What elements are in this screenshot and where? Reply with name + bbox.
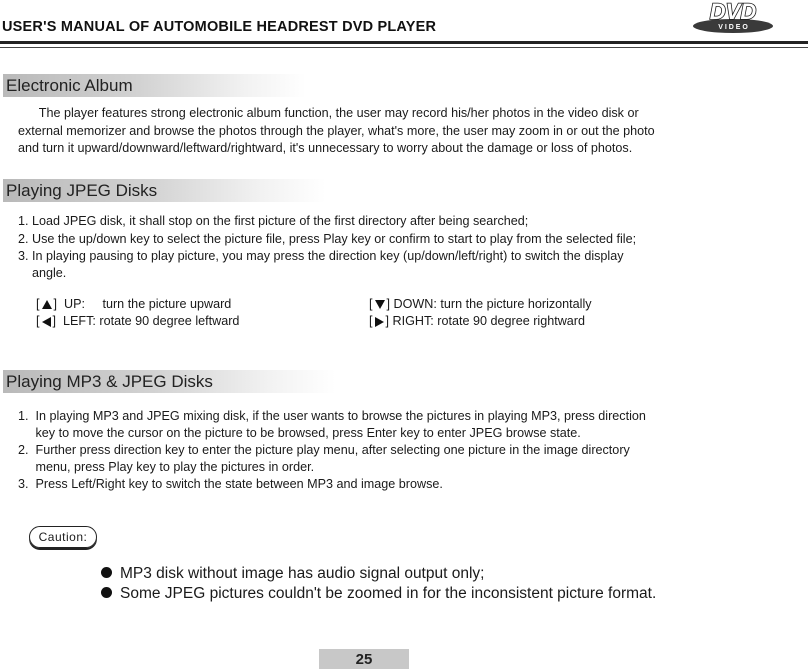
left-arrow-icon <box>42 317 51 327</box>
header-rule-thin <box>0 47 808 48</box>
album-line-3: and turn it upward/downward/leftward/rightward, it's unnecessary to worry about the damage or loss of photos. <box>18 141 633 155</box>
caution-item-2-text: Some JPEG pictures couldn't be zoomed in for the inconsistent picture format. <box>120 585 657 602</box>
section-heading-playing-jpeg: Playing JPEG Disks <box>3 179 326 202</box>
dvd-logo-subtext: V I D E O <box>718 24 748 31</box>
control-right: [ ] RIGHT: rotate 90 degree rightward <box>369 314 585 328</box>
section-heading-playing-mp3-jpeg: Playing MP3 & JPEG Disks <box>3 370 336 393</box>
section-heading-electronic-album: Electronic Album <box>3 74 306 97</box>
mp3-step-3: 3. Press Left/Right key to switch the state between MP3 and image browse. <box>18 477 443 491</box>
control-down-text: DOWN: turn the picture horizontally <box>393 297 592 311</box>
control-up: [ ] UP: turn the picture upward <box>36 297 232 311</box>
caution-item-2 <box>101 584 656 604</box>
mp3-step-2: 2. Further press direction key to enter the picture play menu, after selecting one picture in the image directory <box>18 443 630 457</box>
header-rule <box>0 41 808 44</box>
bullet-icon <box>101 567 112 578</box>
album-line-1: The player features strong electronic album function, the user may record his/her photos in the video disk or <box>18 106 639 120</box>
control-left: [ ] LEFT: rotate 90 degree leftward <box>36 314 240 328</box>
jpeg-step-3-cont: angle. <box>18 266 67 280</box>
down-arrow-icon <box>375 300 385 309</box>
jpeg-step-3: 3. In playing pausing to play picture, you may press the direction key (up/down/left/right) to switch the display <box>18 249 624 263</box>
right-arrow-icon <box>375 317 384 327</box>
control-right-text: RIGHT: rotate 90 degree rightward <box>392 314 585 328</box>
mp3-step-1-cont: key to move the cursor on the picture to be browsed, press Enter key to enter JPEG browse state. <box>18 426 581 440</box>
page-number: 25 <box>319 649 409 669</box>
manual-title: USER'S MANUAL OF AUTOMOBILE HEADREST DVD PLAYER <box>2 19 437 35</box>
dvd-logo-text: DVD <box>709 0 757 24</box>
dvd-video-logo <box>691 0 775 36</box>
caution-item-1-text: MP3 disk without image has audio signal output only; <box>120 565 485 582</box>
album-line-2: external memorizer and browse the photos through the player, what's more, the user may zoom in or out the photo <box>18 124 655 138</box>
control-up-text: UP: turn the picture upward <box>64 297 232 311</box>
mp3-step-2-cont: menu, press Play key to play the pictures in order. <box>18 460 315 474</box>
bullet-icon <box>101 587 112 598</box>
jpeg-step-2: 2. Use the up/down key to select the picture file, press Play key or confirm to start to play from the selected file; <box>18 232 637 246</box>
mp3-step-1: 1. In playing MP3 and JPEG mixing disk, if the user wants to browse the pictures in playing MP3, press direction <box>18 409 646 423</box>
jpeg-step-1: 1. Load JPEG disk, it shall stop on the first picture of the first directory after being searched; <box>18 214 529 228</box>
caution-badge: Caution: <box>29 526 97 548</box>
control-down: [ ] DOWN: turn the picture horizontally <box>369 297 592 311</box>
caution-item-1 <box>101 564 484 584</box>
up-arrow-icon <box>42 300 52 309</box>
control-left-text: LEFT: rotate 90 degree leftward <box>63 314 240 328</box>
